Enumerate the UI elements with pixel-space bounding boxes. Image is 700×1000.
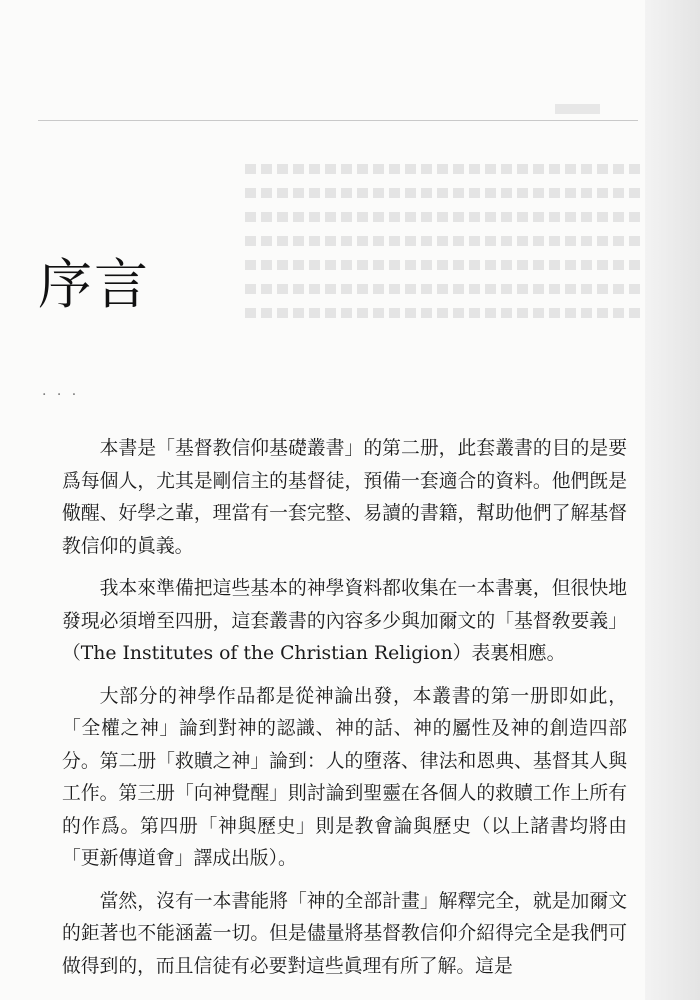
author-mark: · · ·	[42, 387, 80, 403]
page-edge-shadow	[645, 0, 700, 1000]
body-text	[62, 433, 627, 993]
paragraph: 當然，沒有一本書能將「神的全部計畫」解釋完全，就是加爾文的鉅著也不能涵蓋一切。但是儘量將基督教信仰介紹得完全是我們可做得到的，而且信徒有必要對這些眞理有所了解。這是	[62, 890, 627, 977]
paragraph: 本書是「基督教信仰基礎叢書」的第二册，此套叢書的目的是要爲每個人，尤其是剛信主的基督徒，預備一套適合的資料。他們旣是儆醒、好學之輩，理當有一套完整、易讀的書籍，幫助他們了解基督教信仰的眞義。	[62, 438, 627, 557]
running-header-mark	[555, 104, 600, 114]
page-title: 序言	[38, 253, 150, 316]
header-rule	[38, 120, 638, 121]
paragraph: 大部分的神學作品都是從神論出發，本叢書的第一册即如此，「全權之神」論到對神的認識、神的話、神的屬性及神的創造四部分。第二册「救贖之神」論到：人的墮落、律法和恩典、基督其人與工作。第三册「向神覺醒」則討論到聖靈在各個人的救贖工作上所有的作爲。第四册「神與歷史」則是教會論與歷史（以上諸書均將由「更新傳道會」譯成出版）。	[62, 685, 627, 869]
bleed-through-text	[245, 150, 645, 370]
paragraph: 我本來準備把這些基本的神學資料都收集在一本書裏，但很快地發現必須增至四册，這套叢書的內容多少與加爾文的「基督敎要義」（The Institutes of the Christian Religion）表裏相應。	[62, 578, 627, 664]
